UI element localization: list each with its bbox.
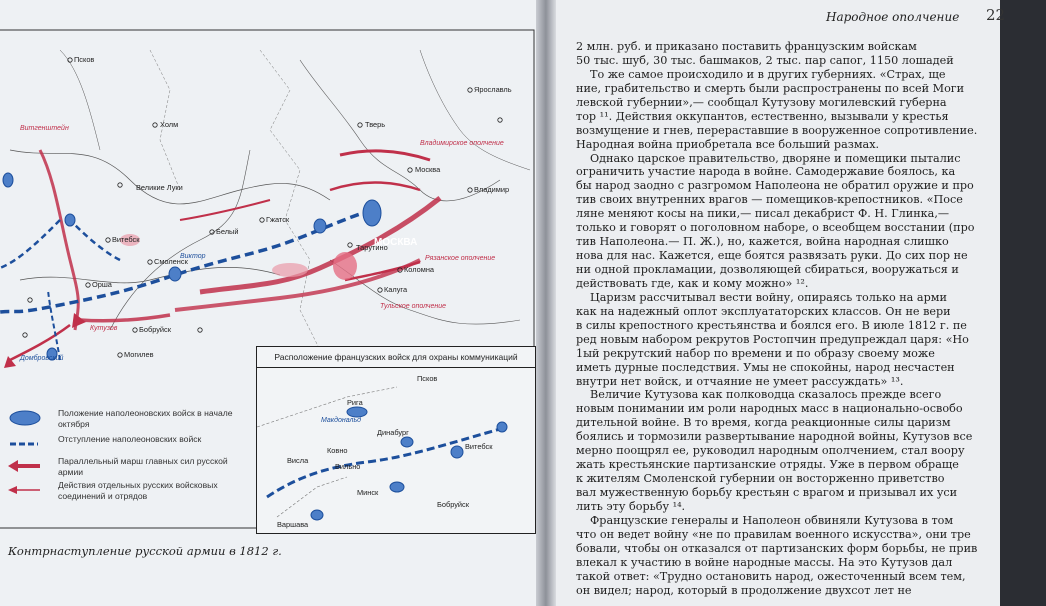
force-label: Виктор (180, 253, 206, 260)
city-label: Тверь (365, 120, 386, 129)
text-line: левской губернии»,— сообщал Кутузову могилевский губерна (576, 95, 947, 109)
force-label: Витгенштейн (20, 125, 69, 132)
legend-text: Действия отдельных русских войсковых соединений и отрядов (58, 480, 218, 501)
inset-map-title: Расположение французских войск для охраны коммуникаций (257, 347, 535, 368)
body-text (576, 40, 1046, 598)
russian-advance-arrow (80, 315, 170, 321)
map-caption: Контрнаступление русской армии в 1812 г. (8, 544, 282, 558)
text-line: нова для нас. Кажется, еще боятся развязать руки. До сих пор не (576, 249, 968, 263)
legend-text: Положение наполеоновских войск в начале октября (58, 408, 233, 429)
inset-label: Витебск (465, 442, 493, 451)
legend-text: Параллельный марш главных сил русской армии (58, 456, 228, 477)
text-line: боялись и тормозили развертывание народной войны, Кутузов все (576, 430, 973, 444)
city-label: Калуга (384, 285, 408, 294)
inset-label: Динабург (377, 428, 409, 437)
text-line: То же самое происходило и в других губерниях. «Страх, ще (590, 67, 946, 81)
russian-advance-arrow (340, 151, 430, 160)
text-line: Народная война приобретала все больший размах. (576, 137, 880, 151)
inset-label: Псков (417, 374, 438, 383)
legend-text: Отступление наполеоновских войск (58, 434, 202, 444)
text-line: тор ¹¹. Действия оккупантов, естественно, вызывали у крестья (576, 109, 949, 123)
text-line: лить эту борьбу ¹⁴. (576, 499, 686, 513)
text-line: такой ответ: «Трудно остановить народ, ожесточенный всем тем, (576, 569, 966, 583)
text-line: вал мужественную борьбу крестьян с врагом и призывал их уси (576, 486, 958, 499)
battle-zone (272, 263, 308, 277)
inset-label: Минск (357, 488, 379, 497)
text-line: что он ведет войну «не по правилам военного искусства», они тре (576, 527, 971, 541)
city-label: Москва (415, 165, 441, 174)
text-line: ред новым набором рекрутов Ростопчин предупреждал царя: «Но (576, 332, 969, 346)
text-line: он видел; народ, который в продолжение двухсот лет не (576, 583, 912, 597)
inset-label: Бобруйск (437, 500, 469, 509)
text-line: ни одной прокламации, дозволяющей сбираться, вооружаться и (576, 263, 959, 276)
text-line: Французские генералы и Наполеон обвиняли Кутузова в том (590, 513, 954, 527)
text-line: как на надежный оплот эксплуататорских классов. Он не вери (576, 304, 951, 318)
inset-label: Макдональд (321, 417, 362, 424)
city-label: Смоленск (154, 257, 188, 266)
inset-label: Ковно (327, 446, 348, 455)
text-line: к жителям Смоленской губернии он восторженно приветство (576, 472, 945, 486)
legend-item (0, 434, 256, 458)
text-line: ляне меняют косы на пики,— писал декабрист Ф. Н. Глинка,— (576, 207, 950, 221)
text-line: действовать где, как и кому можно» ¹². (576, 276, 809, 290)
text-line: 1ый рекрутский набор по времени и по образу своему може (576, 346, 935, 360)
text-line: Однако царское правительство, дворяне и помещики пыталис (590, 151, 961, 165)
city-label: Холм (160, 120, 179, 129)
french-position (169, 267, 181, 281)
page-number: 22 (986, 6, 1006, 24)
text-line: иметь дурные последствия. Умы не спокойны, народ несчастен (576, 360, 955, 374)
text-line: влекал к участию в войне народные массы. На это Кутузов дал (576, 555, 953, 569)
blue-dashed-arrow-icon (8, 434, 42, 454)
text-line: ограничить участие народа в войне. Самодержавие боялось, ка (576, 165, 956, 179)
city-label: Тарутино (356, 243, 388, 252)
text-line: новым понимании им роли народных масс в национально-освобо (576, 402, 963, 416)
text-line: дительной войне. В то время, когда реакционные силы царизм (576, 416, 951, 430)
river-line (420, 50, 530, 170)
inset-label: Висла (287, 456, 309, 465)
inset-map-drawing (257, 367, 535, 533)
text-line: внутри нет войск, и отчаяние не умеет рассуждать» ¹³. (576, 374, 904, 388)
text-line: ние, грабительство и смерть были распространены по всей Моги (576, 81, 965, 95)
text-line: жать крестьянские партизанские отряды. Уже в первом обраще (576, 458, 959, 472)
text-line: мерно поощрял ее, руководил народным ополчением, стал воору (576, 444, 965, 458)
city-label: Могилев (124, 350, 154, 359)
force-label: Кутузов (90, 325, 118, 332)
city-label: Владимир (474, 185, 510, 194)
legend-item (0, 456, 256, 480)
legend-item (0, 408, 256, 432)
force-label: Тульское ополчение (380, 303, 446, 310)
french-position (65, 214, 75, 226)
city-label: Витебск (112, 235, 140, 244)
legend-item (0, 480, 256, 504)
text-line: Царизм рассчитывал вести войну, опираясь только на арми (590, 290, 947, 304)
running-head: Народное ополчение (826, 10, 960, 24)
text-line: тив Наполеона.— П. Ж.), но, кажется, война народная слишко (576, 235, 949, 249)
text-line: бовали, чтобы он отказался от партизанских форм борьбы, не прив (576, 541, 978, 555)
city-label: Гжатск (266, 215, 290, 224)
red-arrow-icon (8, 456, 42, 476)
book-gutter (536, 0, 558, 606)
city-label: Коломна (404, 265, 435, 274)
french-retreat-arrow (0, 220, 60, 268)
force-label: Домбровский (20, 355, 64, 362)
battle-zone (333, 252, 357, 280)
river-line (60, 50, 100, 150)
text-line: тив своих внутренних врагов — помещиков-крепостников. «Посе (576, 193, 963, 207)
city-label: Орша (92, 280, 112, 289)
text-line: 2 млн. руб. и приказано поставить французским войскам (576, 40, 917, 53)
text-line: Величие Кутузова как полководца сказалось прежде всего (590, 388, 942, 402)
inset-label: Варшава (277, 520, 309, 529)
russian-advance-arrow (330, 183, 420, 191)
inset-label: Рига (347, 398, 363, 407)
text-line: в силы крепостного крестьянства и боялся его. В июле 1812 г. пе (576, 318, 967, 332)
text-line: только и говорят о поголовном наборе, о всеобщем восстании (про (576, 221, 975, 235)
french-position (3, 173, 13, 187)
french-position (314, 219, 326, 233)
force-label: Рязанское ополчение (425, 255, 496, 262)
city-label: Псков (74, 55, 95, 64)
river-line (10, 150, 330, 204)
city-label: Бобруйск (139, 325, 171, 334)
city-label: Ярославль (474, 85, 512, 94)
red-thin-arrow-icon (8, 480, 42, 500)
arrow-head (72, 313, 86, 328)
blue-oval-icon (8, 408, 42, 428)
text-line: 50 тыс. шуб, 30 тыс. башмаков, 2 тыс. пар сапог, 1150 лошадей (576, 53, 954, 67)
french-position (363, 200, 381, 226)
river-line (300, 60, 500, 201)
text-line: возмущение и гнев, перераставшие в вооруженное сопротивление. (576, 123, 978, 137)
city-label: Белый (216, 227, 239, 236)
right-page (556, 0, 1006, 606)
moscow-label: МОСКВА (374, 237, 418, 248)
inset-label: Вильно (335, 462, 361, 471)
force-label: Владимирское ополчение (420, 140, 504, 147)
inset-map (256, 346, 536, 534)
city-label: Великие Луки (136, 183, 183, 192)
text-line: бы народ заодно с разгромом Наполеона не обратил оружие и про (576, 179, 974, 193)
